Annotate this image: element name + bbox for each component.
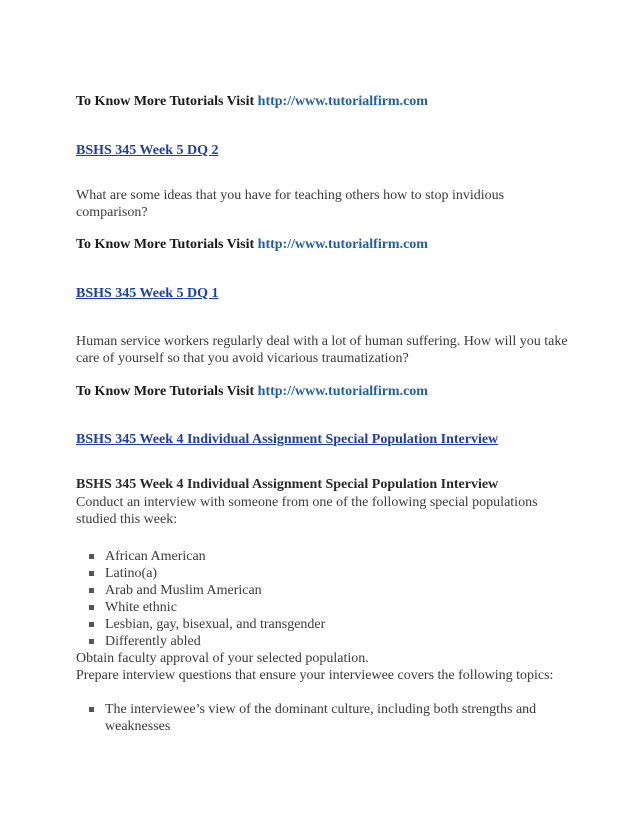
visit-prefix: To Know More Tutorials Visit	[76, 94, 258, 109]
section-heading-week4[interactable]: BSHS 345 Week 4 Individual Assignment Special Population Interview	[76, 432, 499, 447]
visit-url-link[interactable]: http://www.tutorialfirm.com	[257, 94, 428, 109]
visit-prefix: To Know More Tutorials Visit	[76, 384, 258, 399]
population-list	[76, 548, 568, 650]
dq2-question: What are some ideas that you have for teaching others how to stop invidious comparison?	[76, 188, 505, 220]
visit-line	[76, 384, 428, 400]
prepare-text: Prepare interview questions that ensure your interviewee covers the following topics:	[76, 668, 554, 683]
bullet-square-icon	[89, 571, 94, 576]
assignment-title: BSHS 345 Week 4 Individual Assignment Special Population Interview	[76, 477, 499, 492]
list-item: White ethnic	[76, 599, 568, 616]
list-item: Arab and Muslim American	[76, 582, 568, 599]
section-heading-dq1[interactable]: BSHS 345 Week 5 DQ 1	[76, 286, 219, 301]
visit-line	[76, 94, 428, 110]
list-item: Lesbian, gay, bisexual, and transgender	[76, 616, 568, 633]
bullet-square-icon	[89, 707, 94, 712]
bullet-square-icon	[89, 554, 94, 559]
list-item: African American	[76, 548, 568, 565]
bullet-square-icon	[89, 605, 94, 610]
visit-prefix: To Know More Tutorials Visit	[76, 237, 258, 252]
visit-url-link[interactable]: http://www.tutorialfirm.com	[257, 237, 428, 252]
dq1-question: Human service workers regularly deal with a lot of human suffering. How will you take care of yourself so that you avoid vicarious traumatization?	[76, 334, 568, 366]
bullet-square-icon	[89, 588, 94, 593]
section-heading-dq2[interactable]: BSHS 345 Week 5 DQ 2	[76, 143, 219, 158]
list-item: Differently abled	[76, 633, 568, 650]
topic-list	[76, 701, 568, 735]
approval-text: Obtain faculty approval of your selected population.	[76, 651, 369, 666]
list-item: Latino(a)	[76, 565, 568, 582]
assignment-intro: Conduct an interview with someone from one of the following special populations studied this week:	[76, 495, 538, 527]
list-item: The interviewee’s view of the dominant culture, including both strengths and weaknesses	[76, 701, 568, 735]
bullet-square-icon	[89, 622, 94, 627]
visit-url-link[interactable]: http://www.tutorialfirm.com	[257, 384, 428, 399]
visit-line	[76, 237, 428, 253]
bullet-square-icon	[89, 639, 94, 644]
